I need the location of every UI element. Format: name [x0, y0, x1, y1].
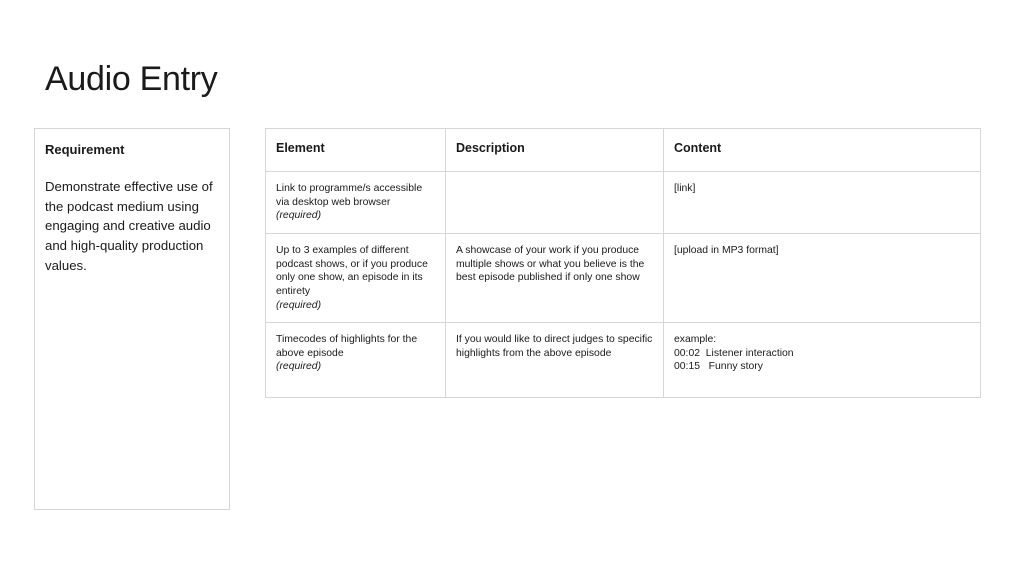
- description-cell: A showcase of your work if you produce multiple shows or what you believe is the best episode published if only one show: [446, 234, 664, 323]
- content-line: [upload in MP3 format]: [674, 245, 779, 256]
- table-header-row: [266, 129, 981, 172]
- description-cell: If you would like to direct judges to specific highlights from the above episode: [446, 323, 664, 398]
- entry-elements-table: [265, 128, 981, 398]
- required-tag: (required): [276, 299, 322, 311]
- content-cell: [664, 323, 981, 398]
- required-tag: (required): [276, 361, 322, 373]
- header-element: Element: [266, 129, 446, 172]
- header-content: Content: [664, 129, 981, 172]
- page-title: Audio Entry: [45, 60, 218, 98]
- header-description: Description: [446, 129, 664, 172]
- element-text: Link to programme/s accessible via desktop web browser: [276, 183, 423, 208]
- element-text: Timecodes of highlights for the above episode: [276, 334, 418, 359]
- element-text: Up to 3 examples of different podcast shows, or if you produce only one show, an episode in its entirety: [276, 245, 428, 298]
- content-line: example:: [674, 334, 717, 345]
- required-tag: (required): [276, 210, 322, 222]
- content-cell: [664, 172, 981, 234]
- table-row: [266, 323, 981, 398]
- element-cell: [266, 323, 446, 398]
- requirement-text: Demonstrate effective use of the podcast medium using engaging and creative audio and high-quality production values.: [45, 179, 213, 273]
- content-line: 00:15 Funny story: [674, 361, 763, 373]
- content-cell: [664, 234, 981, 323]
- content-line: 00:02 Listener interaction: [674, 347, 794, 359]
- requirement-heading: Requirement: [45, 142, 125, 157]
- content-line: [link]: [674, 183, 696, 194]
- table-row: [266, 234, 981, 323]
- requirement-panel: [34, 128, 230, 510]
- description-cell: [446, 172, 664, 234]
- element-cell: [266, 234, 446, 323]
- element-cell: [266, 172, 446, 234]
- table-row: [266, 172, 981, 234]
